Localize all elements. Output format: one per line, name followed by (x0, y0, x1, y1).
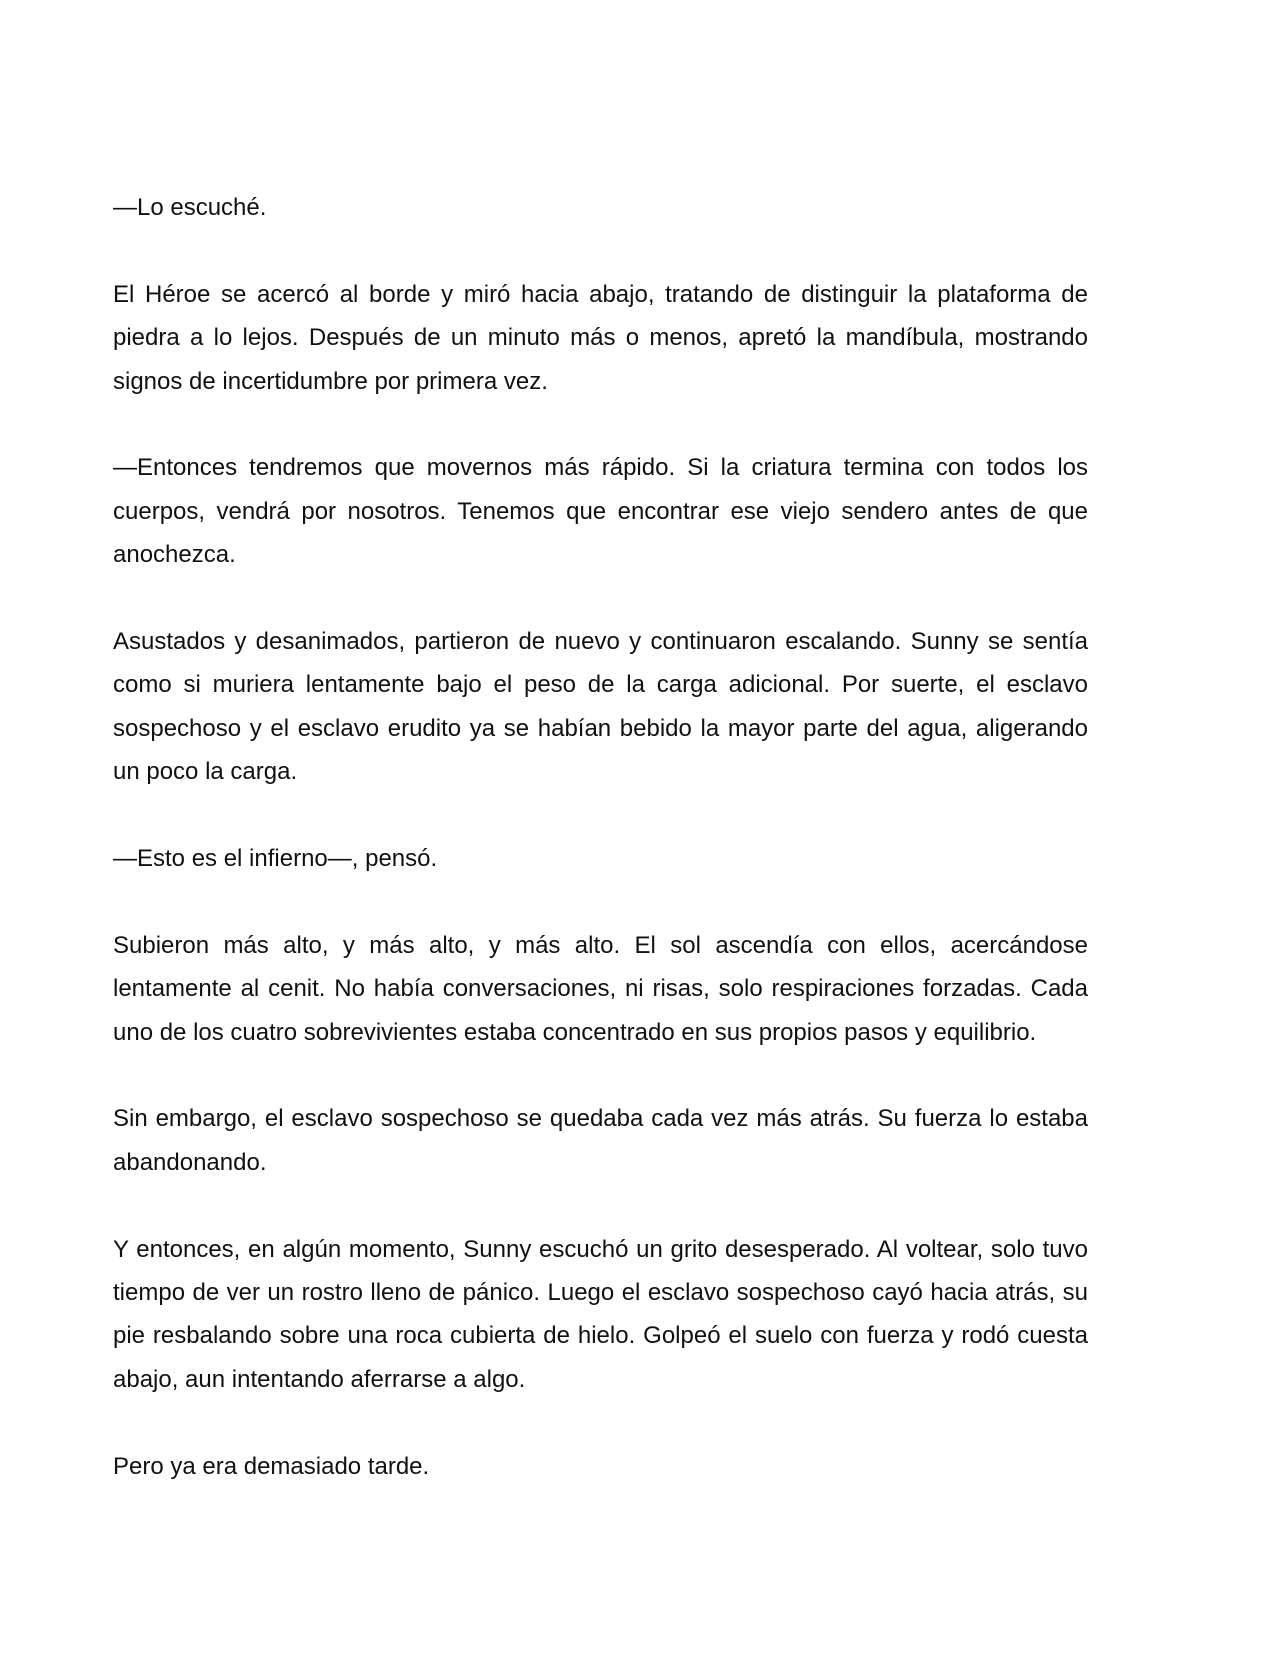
paragraph-8: Y entonces, en algún momento, Sunny escuchó un grito desesperado. Al voltear, solo tuvo tiempo de ver un rostro lleno de pánico. Luego el esclavo sospechoso cayó hacia atrás, su pie resbalando sobre una roca cubierta de hielo. Golpeó el suelo con fuerza y rodó cuesta abajo, aun intentando aferrarse a algo. (113, 1235, 1088, 1393)
paragraph-3: —Entonces tendremos que movernos más rápido. Si la criatura termina con todos los cuerpos, vendrá por nosotros. Tenemos que encontrar ese viejo sendero antes de que anochezca. (113, 454, 1088, 569)
paragraph-6: Subieron más alto, y más alto, y más alto. El sol ascendía con ellos, acercándose lentamente al cenit. No había conversaciones, ni risas, solo respiraciones forzadas. Cada uno de los cuatro sobrevivientes estaba concentrado en sus propios pasos y equilibrio. (113, 931, 1088, 1046)
paragraph-9: Pero ya era demasiado tarde. (113, 1452, 430, 1480)
paragraph-1: —Lo escuché. (113, 194, 267, 221)
paragraph-2: El Héroe se acercó al borde y miró hacia abajo, tratando de distinguir la plataforma de piedra a lo lejos. Después de un minuto más o menos, apretó la mandíbula, mostrando signos de incertidumbre por primera vez. (113, 280, 1088, 395)
paragraph-5: —Esto es el infierno—, pensó. (113, 845, 438, 873)
paragraph-4: Asustados y desanimados, partieron de nuevo y continuaron escalando. Sunny se sentía como si muriera lentamente bajo el peso de la carga adicional. Por suerte, el esclavo sospechoso y el esclavo erudito ya se habían bebido la mayor parte del agua, aligerando un poco la carga. (113, 628, 1088, 786)
body-text (113, 186, 1088, 1488)
paragraph-7: Sin embargo, el esclavo sospechoso se quedaba cada vez más atrás. Su fuerza lo estaba abandonando. (113, 1105, 1088, 1176)
